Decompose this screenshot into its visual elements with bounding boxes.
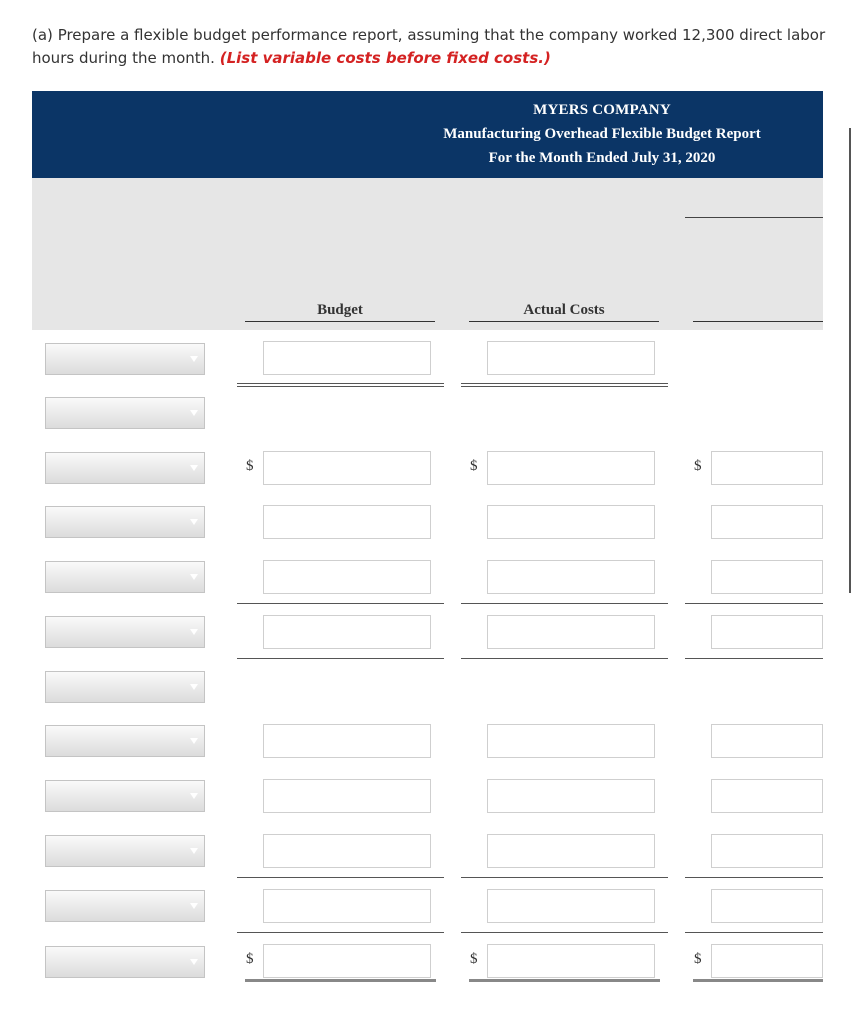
row-3-dropdown[interactable] [45,452,205,484]
row-3-diff-input[interactable] [711,451,823,485]
row-12-diff-total-rule [693,979,823,982]
chevron-down-icon [190,738,198,744]
row-10-dropdown[interactable] [45,835,205,867]
row-4-budget-input[interactable] [263,505,431,539]
row-6-actual-input[interactable] [487,615,655,649]
row-6-actual-rule [461,658,668,659]
row-9-diff-input[interactable] [711,779,823,813]
company-name: MYERS COMPANY [533,102,671,118]
row-5-budget-input[interactable] [263,560,431,594]
row-10-budget-rule [237,877,444,878]
chevron-down-icon [190,465,198,471]
report-period: For the Month Ended July 31, 2020 [488,150,716,166]
column-header-band [32,178,823,330]
row-3-budget-dollar: $ [246,458,254,474]
row-6-budget-input[interactable] [263,615,431,649]
chevron-down-icon [190,959,198,965]
chevron-down-icon [190,410,198,416]
row-12-dropdown[interactable] [45,946,205,978]
budget-column-header: Budget [245,301,435,322]
report-header [32,91,823,178]
row-12-actual-input[interactable] [487,944,655,978]
row-11-budget-rule [237,932,444,933]
row-3-budget-input[interactable] [263,451,431,485]
row-10-actual-input[interactable] [487,834,655,868]
report-title: Manufacturing Overhead Flexible Budget Report [443,126,761,142]
row-12-budget-total-rule [245,979,436,982]
row-3-actual-input[interactable] [487,451,655,485]
row-11-diff-rule [685,932,823,933]
chevron-down-icon [190,629,198,635]
row-5-diff-input[interactable] [711,560,823,594]
row-7-dropdown[interactable] [45,671,205,703]
chevron-down-icon [190,903,198,909]
difference-header-topline [685,217,823,218]
row-1-actual-input[interactable] [487,341,655,375]
row-9-actual-input[interactable] [487,779,655,813]
row-5-dropdown[interactable] [45,561,205,593]
actual-column-header: Actual Costs [469,301,659,322]
row-12-budget-input[interactable] [263,944,431,978]
row-11-dropdown[interactable] [45,890,205,922]
row-12-actual-total-rule [469,979,660,982]
row-8-diff-input[interactable] [711,724,823,758]
row-4-dropdown[interactable] [45,506,205,538]
row-10-actual-rule [461,877,668,878]
chevron-down-icon [190,356,198,362]
chevron-down-icon [190,519,198,525]
question-body: Prepare a flexible budget performance report, assuming that the company worked 12,300 direct labor hours during the month. [32,26,826,67]
question-text [32,24,832,70]
row-5-actual-rule [461,603,668,604]
part-label: (a) [32,26,53,44]
row-4-actual-input[interactable] [487,505,655,539]
chevron-down-icon [190,848,198,854]
chevron-down-icon [190,793,198,799]
row-11-budget-input[interactable] [263,889,431,923]
row-1-budget-input[interactable] [263,341,431,375]
row-6-dropdown[interactable] [45,616,205,648]
chevron-down-icon [190,684,198,690]
row-12-diff-input[interactable] [711,944,823,978]
chevron-down-icon [190,574,198,580]
question-instruction: (List variable costs before fixed costs.) [219,49,551,67]
row-11-actual-rule [461,932,668,933]
row-8-actual-input[interactable] [487,724,655,758]
row-8-budget-input[interactable] [263,724,431,758]
row-9-dropdown[interactable] [45,780,205,812]
row-11-actual-input[interactable] [487,889,655,923]
row-3-diff-dollar: $ [694,458,702,474]
vertical-scrollbar[interactable] [849,128,851,593]
row-1-budget-double-rule [237,383,444,387]
row-11-diff-input[interactable] [711,889,823,923]
row-5-actual-input[interactable] [487,560,655,594]
row-1-dropdown[interactable] [45,343,205,375]
row-6-budget-rule [237,658,444,659]
row-6-diff-input[interactable] [711,615,823,649]
row-12-actual-dollar: $ [470,951,478,967]
row-12-budget-dollar: $ [246,951,254,967]
row-10-diff-input[interactable] [711,834,823,868]
difference-column-header [693,301,823,322]
row-4-diff-input[interactable] [711,505,823,539]
row-5-budget-rule [237,603,444,604]
row-5-diff-rule [685,603,823,604]
row-10-budget-input[interactable] [263,834,431,868]
row-6-diff-rule [685,658,823,659]
row-9-budget-input[interactable] [263,779,431,813]
row-8-dropdown[interactable] [45,725,205,757]
row-3-actual-dollar: $ [470,458,478,474]
row-1-actual-double-rule [461,383,668,387]
row-12-diff-dollar: $ [694,951,702,967]
row-2-dropdown[interactable] [45,397,205,429]
row-10-diff-rule [685,877,823,878]
